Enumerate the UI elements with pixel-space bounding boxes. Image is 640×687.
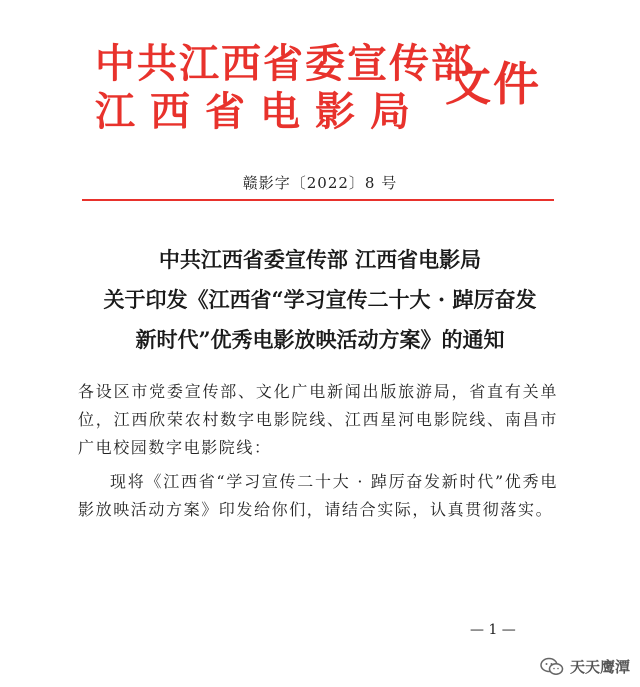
- org-name-film-bureau: 江西省电影局: [95, 88, 425, 135]
- recipients-paragraph: 各设区市党委宣传部、文化广电新闻出版旅游局，省直有关单位，江西欣荣农村数字电影院线、江西星河电影院线、南昌市广电校园数字电影院线：: [78, 382, 558, 457]
- watermark: [540, 656, 630, 677]
- page-number: — 1 —: [470, 622, 516, 638]
- title-line-3: 新时代”优秀电影放映活动方案》的通知: [135, 327, 505, 352]
- document-type-label: 文件: [445, 57, 541, 111]
- notice-body: [78, 378, 558, 524]
- document-number: 赣影字〔2022〕8 号: [242, 174, 398, 192]
- title-line-2: 关于印发《江西省“学习宣传二十大 · 踔厉奋发: [103, 287, 537, 312]
- org-name-party-publicity: 中共江西省委宣传部: [95, 40, 473, 87]
- red-divider-line: [82, 199, 554, 201]
- main-paragraph: 现将《江西省“学习宣传二十大 · 踔厉奋发新时代”优秀电影放映活动方案》印发给你们，请结合实际，认真贯彻落实。: [78, 472, 558, 519]
- wechat-icon: [540, 657, 564, 677]
- title-line-1: 中共江西省委宣传部 江西省电影局: [158, 247, 482, 272]
- issuing-organizations: [95, 40, 473, 136]
- notice-title: [0, 240, 640, 360]
- watermark-label: 天天鹰潭: [569, 658, 630, 676]
